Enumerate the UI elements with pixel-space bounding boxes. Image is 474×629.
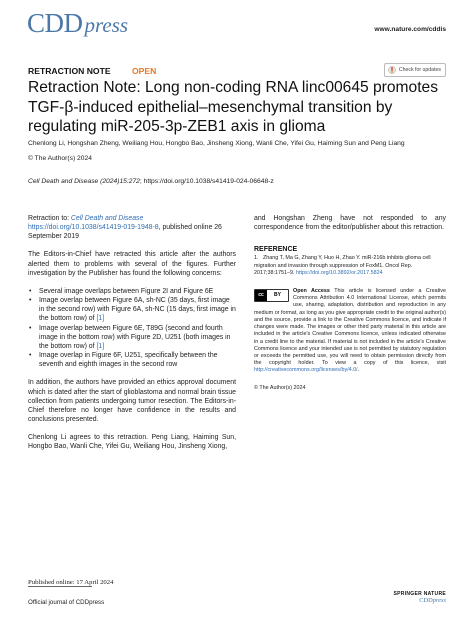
concern-text: Image overlap between Figure 6A, sh-NC (35 days, first image in the second row) with Figure 6A, sh-NC (15 days, first image in the bottom row) of xyxy=(39,297,236,323)
agreement-paragraph: Chenlong Li agrees to this retraction. Peng Liang, Haiming Sun, Hongbo Bao, Wanli Che, Yifei Gu, Weiliang Hou, Jinsheng Xiong, xyxy=(28,434,236,451)
concerns-list xyxy=(28,287,236,369)
open-access-lead: Open Access xyxy=(293,288,330,295)
published-date: Published online: 17 April 2024 xyxy=(28,579,114,586)
reference-link[interactable]: [1] xyxy=(96,342,105,350)
ethics-paragraph: In addition, the authors have provided an ethics approval document which is dated after the start of glioblastoma and normal brain tissue collection from patients undergoing tumor resection. The Editors-in-Chief therefore no longer have confidence in the results and conclusions presented. xyxy=(28,379,236,423)
license-link[interactable]: http://creativecommons.org/licenses/by/4.0/ xyxy=(254,367,358,374)
crossmark-icon xyxy=(388,66,396,74)
open-access-text: This article is licensed under a Creative Commons Attribution 4.0 International License, which permits use, sharing, adaptation, distribution and reproduction in any medium or format, as long as you give appropriate credit to the original author(s) and the source, provide a link to the Creative Commons licence, and indicate if changes were made. The images or other third party material in this article are included in the article's Creative Commons licence, unless indicated otherwise in a credit line to the material. If material is not included in the article's Creative Commons licence and your intended use is not permitted by statutory regulation or exceeds the permitted use, you will need to obtain permission directly from the copyright holder. To view a copy of this licence, visit xyxy=(254,288,446,367)
period: . xyxy=(357,367,360,374)
journal-prefix: Official journal of xyxy=(28,599,76,606)
cdd-press-small-logo xyxy=(394,597,446,604)
right-column xyxy=(254,214,446,393)
by-label: BY xyxy=(274,291,281,298)
springer-nature-logo xyxy=(394,591,446,604)
concern-text: Image overlap between Figure 6E, T89G (second and fourth image in the bottom row) with Figure 2D, U251 (both images in the bottom row) of xyxy=(39,324,231,350)
retraction-doi-link[interactable]: https://doi.org/10.1038/s41419-019-1948-8 xyxy=(28,224,159,232)
copyright-line: © The Author(s) 2024 xyxy=(28,155,92,162)
agreement-paragraph-continued: and Hongshan Zheng have not responded to any correspondence from the editor/publisher about this retraction. xyxy=(254,215,446,232)
reference-doi-link[interactable]: https://doi.org/10.3892/or.2017.5824 xyxy=(295,269,383,276)
cc-label: cc xyxy=(255,290,267,301)
list-item xyxy=(28,351,236,369)
list-item xyxy=(28,296,236,323)
reference-list xyxy=(254,255,446,277)
open-access-statement xyxy=(254,288,446,374)
check-updates-label: Check for updates xyxy=(398,67,441,73)
author-list: Chenlong Li, Hongshan Zheng, Weiliang Hou, Hongbo Bao, Jinsheng Xiong, Wanli Che, Yifei Gu, Haiming Sun and Peng Liang xyxy=(28,140,405,147)
reference-link[interactable]: [1] xyxy=(96,315,105,323)
retraction-prefix: Retraction to: xyxy=(28,215,71,222)
footer-divider xyxy=(28,586,92,587)
cdd-small-press: press xyxy=(432,597,446,604)
springer-text: SPRINGER NATURE xyxy=(393,591,446,597)
copyright-line-2: © The Author(s) 2024 xyxy=(254,384,306,391)
retraction-to xyxy=(28,214,236,241)
list-item xyxy=(28,324,236,351)
retraction-journal-link[interactable]: Cell Death and Disease xyxy=(70,215,144,222)
site-url[interactable]: www.nature.com/cddis xyxy=(374,26,446,33)
concern-text: Several image overlaps between Figure 2I and Figure 6E xyxy=(39,287,214,295)
logo-main-text: CDD xyxy=(27,8,83,38)
official-journal-line xyxy=(28,599,104,606)
citation-journal: Cell Death and Disease (2024)15:272 xyxy=(28,178,140,185)
cdd-small-main: CDD xyxy=(419,597,433,604)
concern-text: Image overlap in Figure 6F, U251, specifically between the seventh and eighth images in the second row xyxy=(39,352,218,369)
article-type: RETRACTION NOTE xyxy=(28,66,111,76)
reference-text: Zhang T, Ma G, Zhang Y, Huo H, Zhao Y. miR-216b inhibits glioma cell migration and invasion through suppression of FoxM1. Oncol Rep. 2017;38:1751–9. xyxy=(254,255,431,276)
citation-line xyxy=(28,178,274,185)
citation-doi[interactable]: ; https://doi.org/10.1038/s41419-024-06648-z xyxy=(139,178,274,185)
editors-paragraph: The Editors-in-Chief have retracted this article after the authors alerted them to problems with several of the figures. Further investigation by the Publisher has found the following concerns: xyxy=(28,251,236,277)
list-item xyxy=(28,287,236,296)
open-access-badge: OPEN xyxy=(132,66,157,76)
journal-name: CDDpress xyxy=(75,599,105,606)
article-title: Retraction Note: Long non-coding RNA linc00645 promotes TGF-β-induced epithelial–mesenchymal transition by regulating miR-205-3p-ZEB1 axis in glioma xyxy=(28,79,439,135)
list-item xyxy=(254,255,446,277)
cdd-press-logo xyxy=(27,8,128,39)
check-for-updates-button[interactable] xyxy=(384,63,446,77)
cc-by-license-icon[interactable] xyxy=(254,289,289,302)
logo-sub-text: press xyxy=(84,13,129,37)
reference-heading: REFERENCE xyxy=(254,246,298,254)
retraction-suffix: , published online 26 September 2019 xyxy=(28,224,222,241)
left-column xyxy=(28,214,236,451)
reference-number: 1. xyxy=(254,255,259,262)
